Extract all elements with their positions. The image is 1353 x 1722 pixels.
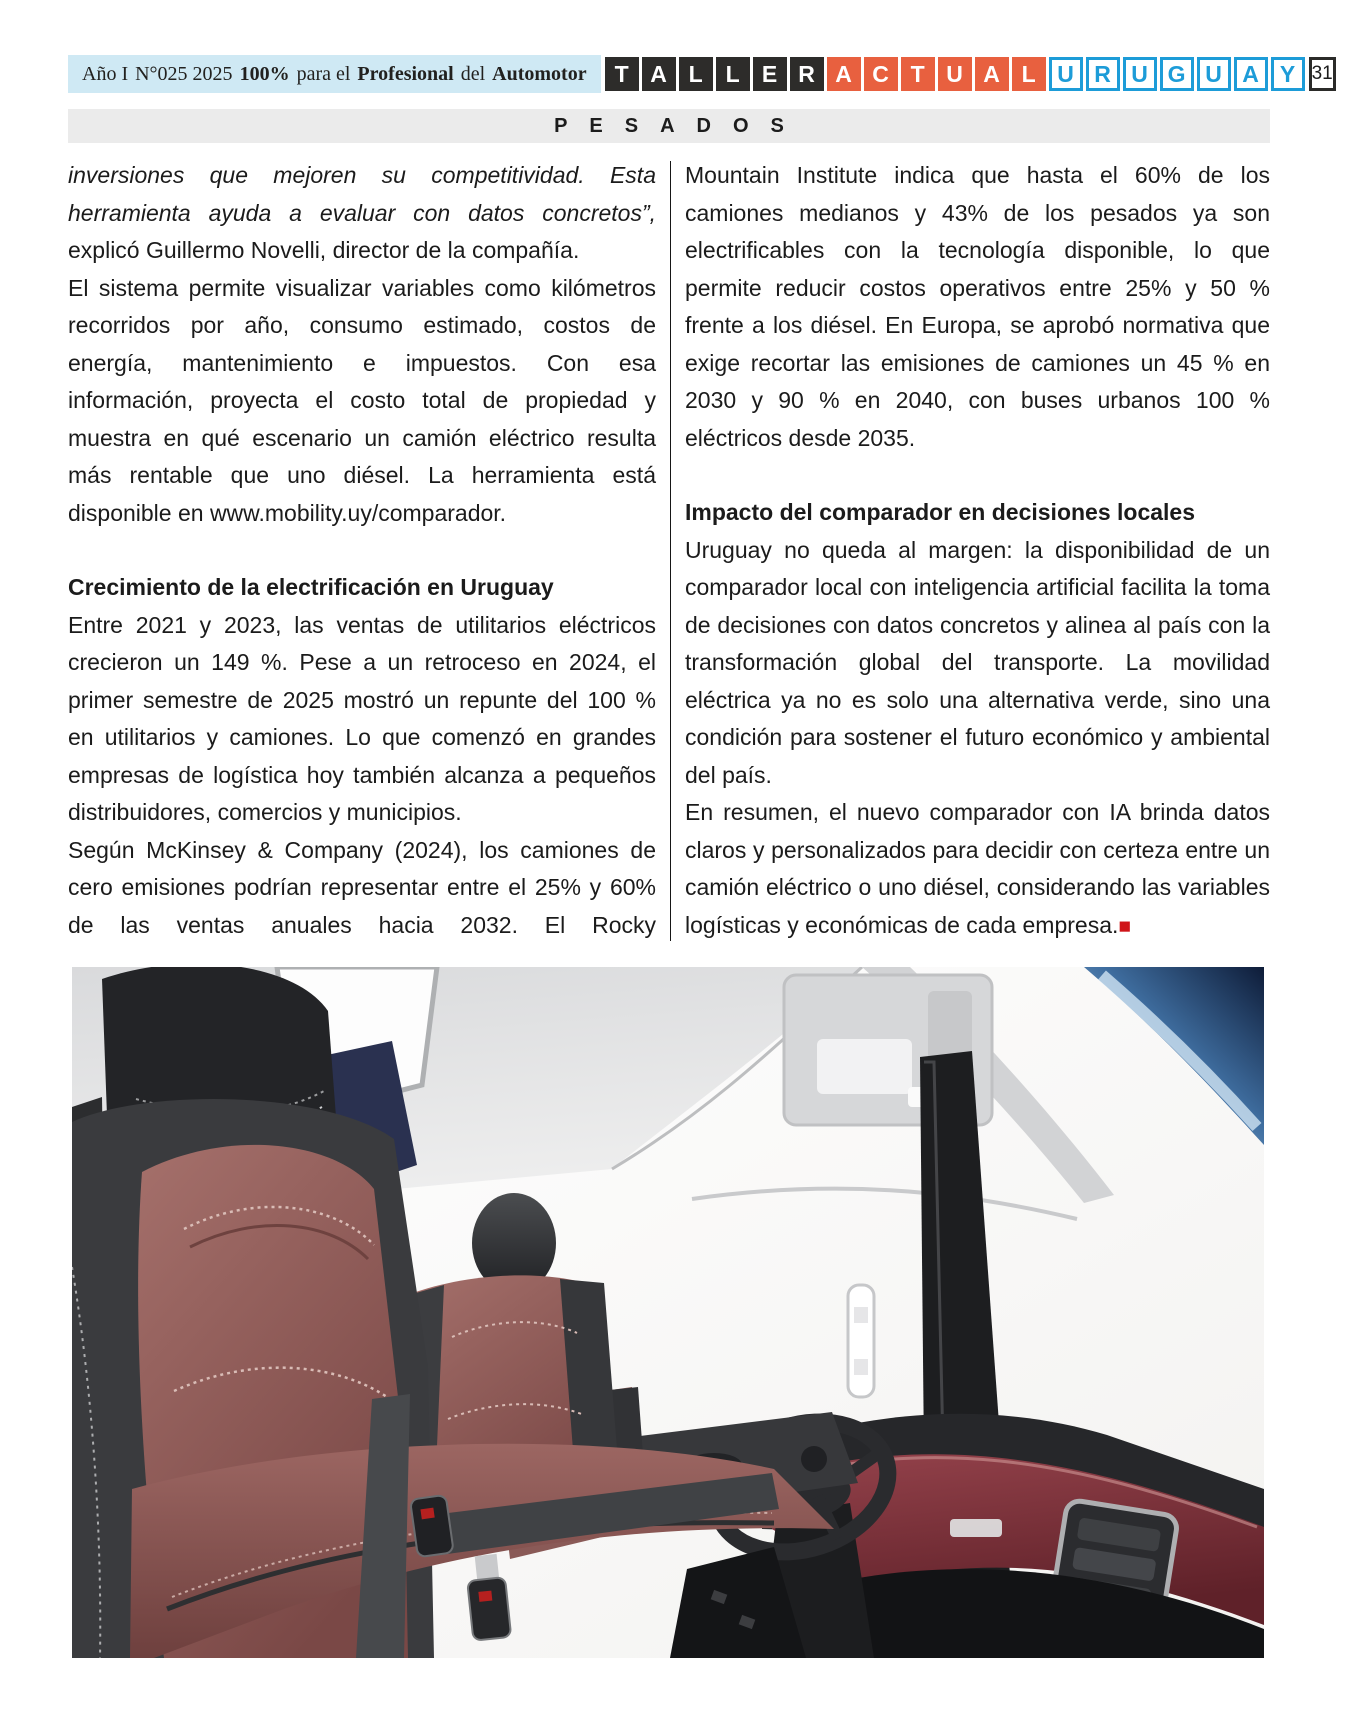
masthead-tile: T	[605, 57, 639, 91]
paragraph: Uruguay no queda al margen: la disponibilidad de un comparador local con inteligencia artificial facilita la toma de decisiones con datos concretos y alinea al país con la transformación global del transporte. La movilidad eléctrica ya no es solo una alternativa verde, sino una condición para sostener el futuro económico y ambiental del país.	[685, 536, 1270, 788]
paragraph: Según McKinsey & Company (2024), los camiones de cero emisiones podrían representar entre el 25% y 60% de las ventas anuales hacia 2032. El Rocky	[68, 836, 656, 938]
issue-mid1: para el	[296, 62, 351, 85]
masthead-tile: U	[1123, 57, 1157, 91]
issue-mid2: del	[460, 62, 486, 85]
column-divider	[670, 161, 671, 941]
masthead-tile: G	[1160, 57, 1194, 91]
masthead-tile: E	[753, 57, 787, 91]
masthead-tile: U	[938, 57, 972, 91]
section-title: PESADOS	[68, 109, 1270, 143]
paragraph: Mountain Institute indica que hasta el 60% de los camiones medianos y 43% de los pesados ya son electrificables con la tecnología disponible, lo que permite reducir costos operativos entre 25% y 50 % frente a los diésel. En Europa, se aprobó normativa que exige recortar las emisiones de camiones un 45 % en 2030 y 90 % en 2040, con buses urbanos 100 % eléctricos desde 2035.	[685, 162, 1270, 451]
article-column-right	[685, 157, 1270, 945]
article-end-marker: ■	[1118, 914, 1132, 938]
article-column-left	[68, 157, 656, 945]
article	[68, 157, 1270, 945]
paragraph	[68, 157, 656, 270]
masthead-tile: Y	[1271, 57, 1305, 91]
paragraph	[685, 794, 1270, 945]
masthead-tile: A	[642, 57, 676, 91]
subheading: Impacto del comparador en decisiones locales	[685, 499, 1196, 525]
masthead-tile: L	[1012, 57, 1046, 91]
quote-text: inversiones que mejoren su competitividad. Esta herramienta ayuda a evaluar con datos concretos”,	[68, 162, 656, 226]
masthead-tile: T	[901, 57, 935, 91]
masthead-tile: U	[1197, 57, 1231, 91]
masthead-tile: C	[864, 57, 898, 91]
issue-number: N°025 2025	[135, 62, 233, 85]
subheading: Crecimiento de la electrificación en Uruguay	[68, 574, 554, 600]
masthead-tile: U	[1049, 57, 1083, 91]
masthead-tile: R	[1086, 57, 1120, 91]
issue-pct: 100%	[239, 62, 290, 85]
paragraph: El sistema permite visualizar variables como kilómetros recorridos por año, consumo estimado, costos de energía, mantenimiento e impuestos. Con esa información, proyecta el costo total de propiedad y muestra en qué escenario un camión eléctrico resulta más rentable que uno diésel. La herramienta está disponible en www.mobility.uy/comparador.	[68, 274, 656, 526]
masthead-tile: A	[975, 57, 1009, 91]
paragraph-text: En resumen, el nuevo comparador con IA brinda datos claros y personalizados para decidir con certeza entre un camión eléctrico o uno diésel, considerando las variables logísticas y económicas de cada empresa.	[685, 799, 1270, 938]
masthead-tile: A	[1234, 57, 1268, 91]
truck-interior-illustration	[72, 967, 1264, 1658]
paragraph: Entre 2021 y 2023, las ventas de utilitarios eléctricos crecieron un 149 %. Pese a un retroceso en 2024, el primer semestre de 2025 mostró un repunte del 100 % en utilitarios y camiones. Lo que comenzó en grandes empresas de logística hoy también alcanza a pequeños distribuidores, comercios y municipios.	[68, 611, 656, 825]
masthead-tile: L	[679, 57, 713, 91]
issue-bold1: Profesional	[357, 62, 454, 85]
issue-year: Año I	[82, 62, 129, 85]
issue-bold2: Automotor	[492, 62, 587, 85]
masthead-tile: L	[716, 57, 750, 91]
quote-attribution: explicó Guillermo Novelli, director de la compañía.	[68, 237, 580, 263]
issue-info	[68, 55, 601, 93]
truck-interior-photo	[72, 967, 1264, 1658]
page-header	[68, 55, 1333, 93]
page-content	[68, 55, 1333, 1658]
masthead-tile: R	[790, 57, 824, 91]
masthead-tile: A	[827, 57, 861, 91]
masthead-logo	[605, 55, 1305, 93]
page-number: 31	[1309, 57, 1336, 91]
